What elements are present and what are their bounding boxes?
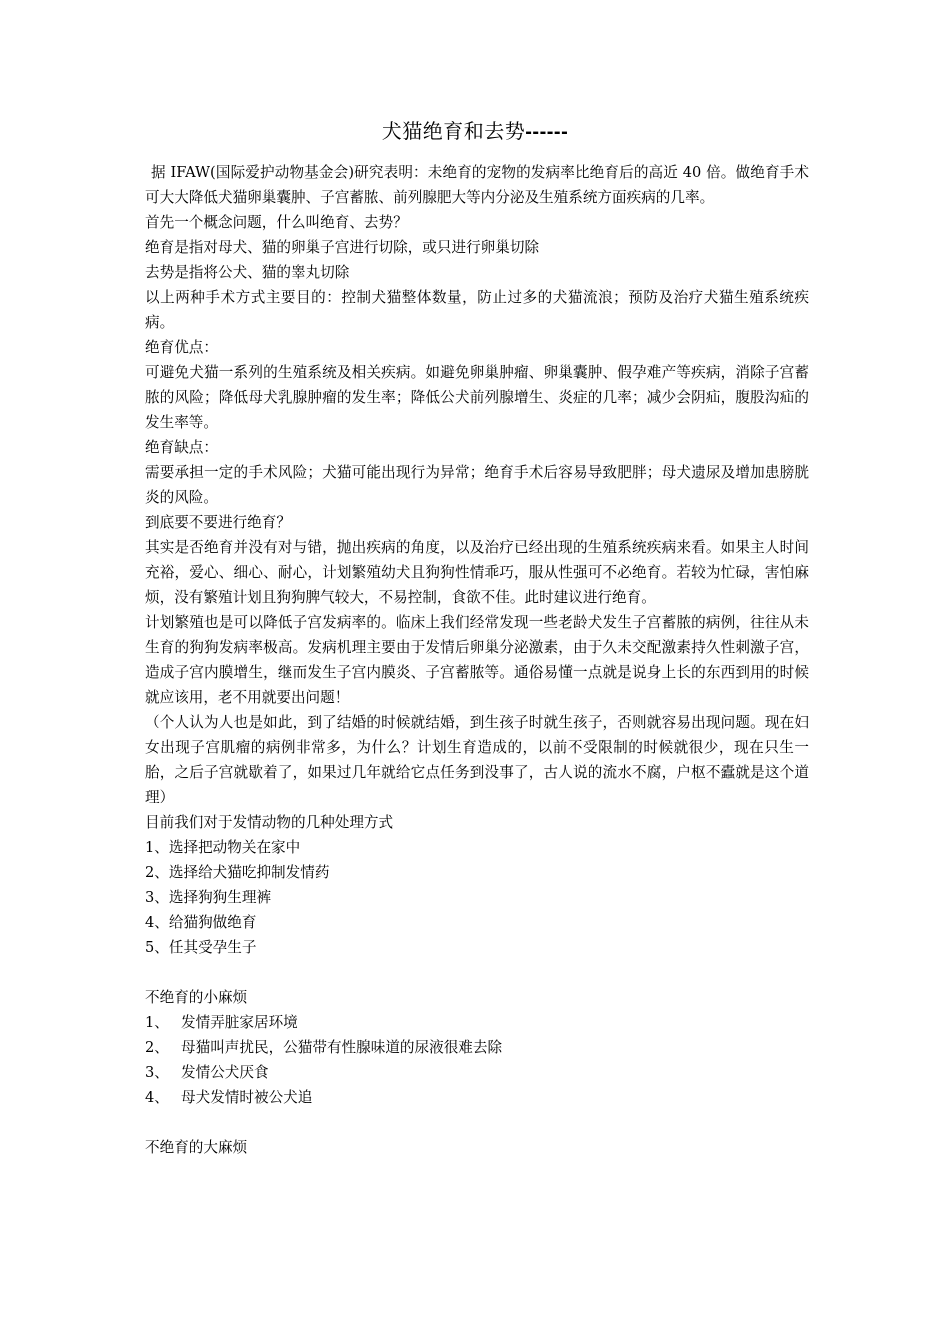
list-item	[145, 1060, 809, 1085]
spacer	[145, 960, 809, 985]
list-item	[145, 1035, 809, 1060]
cons-paragraph: 需要承担一定的手术风险；犬猫可能出现行为异常；绝育手术后容易导致肥胖；母犬遗尿及增加患膀胱炎的风险。	[145, 464, 809, 506]
document-title	[0, 116, 950, 147]
list-item	[145, 1085, 809, 1110]
intro-paragraph: 据 IFAW(国际爱护动物基金会)研究表明：未绝育的宠物的发病率比绝育后的高近 40 倍。做绝育手术可大大降低犬猫卵巢囊肿、子宫蓄脓、前列腺肥大等内分泌及生殖系统方面疾病的几率。	[145, 164, 809, 206]
purpose-paragraph: 以上两种手术方式主要目的：控制犬猫整体数量，防止过多的犬猫流浪；预防及治疗犬猫生殖系统疾病。	[145, 289, 809, 331]
list-number: 4、	[145, 1089, 169, 1106]
list-item: 2、选择给犬猫吃抑制发情药	[145, 864, 330, 881]
big-troubles-heading: 不绝育的大麻烦	[145, 1139, 248, 1156]
concept-question: 首先一个概念问题，什么叫绝育、去势？	[145, 214, 408, 231]
list-item: 3、选择狗狗生理裤	[145, 889, 272, 906]
list-number: 3、	[145, 1064, 169, 1081]
pros-heading: 绝育优点：	[145, 339, 218, 356]
list-item: 5、任其受孕生子	[145, 939, 257, 956]
list-item: 4、给猫狗做绝育	[145, 914, 257, 931]
list-text: 母犬发情时被公犬追	[181, 1089, 313, 1106]
list-text: 母猫叫声扰民，公猫带有性腺味道的尿液很难去除	[181, 1039, 503, 1056]
sterilize-definition: 绝育是指对母犬、猫的卵巢子宫进行切除，或只进行卵巢切除	[145, 239, 540, 256]
spacer	[145, 1110, 809, 1135]
list-item	[145, 1010, 809, 1035]
opinion-paragraph: （个人认为人也是如此，到了结婚的时候就结婚，到生孩子时就生孩子，否则就容易出现问题。现在妇女出现子宫肌瘤的病例非常多，为什么？计划生育造成的，以前不受限制的时候就很少，现在只生一胎，之后子宫就歇着了，如果过几年就给它点任务到没事了，古人说的流水不腐，户枢不蠹就是这个道理）	[145, 714, 809, 806]
list-number: 1、	[145, 1014, 169, 1031]
methods-heading: 目前我们对于发情动物的几种处理方式	[145, 814, 394, 831]
small-troubles-heading: 不绝育的小麻烦	[145, 989, 248, 1006]
list-text: 发情弄脏家居环境	[181, 1014, 298, 1031]
answer-paragraph: 其实是否绝育并没有对与错，抛出疾病的角度，以及治疗已经出现的生殖系统疾病来看。如果主人时间充裕，爱心、细心、耐心，计划繁殖幼犬且狗狗性情乖巧，服从性强可不必绝育。若较为忙碌，害怕麻烦，没有繁殖计划且狗狗脾气较大，不易控制，食欲不佳。此时建议进行绝育。	[145, 539, 809, 606]
title-dashes: ------	[525, 121, 569, 143]
title-text: 犬猫绝育和去势	[381, 119, 526, 143]
pros-paragraph: 可避免犬猫一系列的生殖系统及相关疾病。如避免卵巢肿瘤、卵巢囊肿、假孕难产等疾病，消除子宫蓄脓的风险；降低母犬乳腺肿瘤的发生率；降低公犬前列腺增生、炎症的几率；减少会阴疝，腹股沟疝的发生率等。	[145, 364, 809, 431]
cons-heading: 绝育缺点：	[145, 439, 218, 456]
list-text: 发情公犬厌食	[181, 1064, 269, 1081]
list-item: 1、选择把动物关在家中	[145, 839, 301, 856]
breeding-paragraph: 计划繁殖也是可以降低子宫发病率的。临床上我们经常发现一些老龄犬发生子宫蓄脓的病例，往往从未生育的狗狗发病率极高。发病机理主要由于发情后卵巢分泌激素，由于久未交配激素持久性刺激子宫，造成子宫内膜增生，继而发生子宫内膜炎、子宫蓄脓等。通俗易懂一点就是说身上长的东西到用的时候就应该用，老不用就要出问题！	[145, 614, 809, 706]
list-number: 2、	[145, 1039, 169, 1056]
castrate-definition: 去势是指将公犬、猫的睾丸切除	[145, 264, 350, 281]
document-body	[145, 160, 809, 1160]
should-question: 到底要不要进行绝育？	[145, 514, 291, 531]
